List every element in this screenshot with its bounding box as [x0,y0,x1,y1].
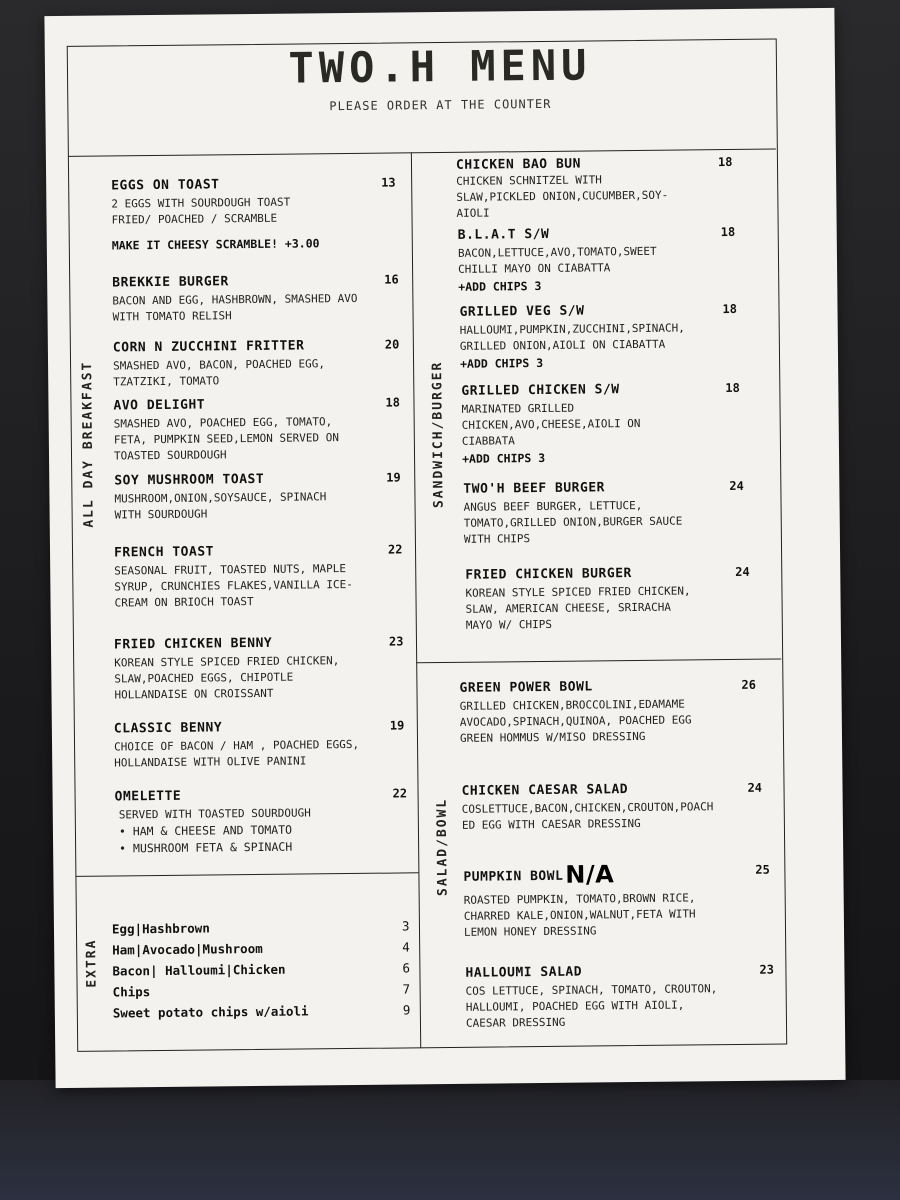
menu-item [465,962,774,1032]
item-description: MUSHROOM,ONION,SOYSAUCE, SPINACH WITH SOURDOUGH [114,490,327,522]
menu-item [114,634,405,703]
item-price: 16 [384,272,399,287]
item-name: BREKKIE BURGER [112,274,229,291]
menu-item [112,272,403,325]
item-description: BACON,LETTUCE,AVO,TOMATO,SWEET CHILLI MAYO ON CIABATTA [457,244,657,276]
item-name [463,859,753,890]
item-description: SMASHED AVO, POACHED EGG, TOMATO, FETA, PUMPKIN SEED,LEMON SERVED ON TOASTED SOURDOUGH [113,415,340,463]
item-price: 19 [386,470,401,485]
item-name: GRILLED CHICKEN S/W [461,382,620,399]
extra-name: Sweet potato chips w/aioli [112,1003,309,1021]
item-name: CHICKEN CAESAR SALAD [461,782,629,799]
item-price: 18 [722,301,738,317]
item-addon: +ADD CHIPS 3 [459,355,544,371]
extra-name: Ham|Avocado|Mushroom [112,940,263,958]
extra-name: Bacon| Halloumi|Chicken [112,961,286,979]
item-price: 13 [381,175,396,190]
extra-price: 4 [402,939,410,955]
item-description: SMASHED AVO, BACON, POACHED EGG, TZATZIKI, TOMATO [113,357,326,389]
omelette-option: • MUSHROOM FETA & SPINACH [119,839,293,856]
section-label-sandwich: SANDWICH/BURGER [430,360,447,509]
menu-item [463,859,770,941]
menu-item [459,677,756,747]
item-name: CLASSIC BENNY [113,720,223,737]
item-name: EGGS ON TOAST [111,177,220,194]
menu-item [111,175,402,252]
item-price: 18 [720,224,736,240]
menu-item [465,565,756,634]
item-description: KOREAN STYLE SPICED FRIED CHICKEN, SLAW, AMERICAN CHEESE, SRIRACHA MAYO W/ CHIPS [465,584,691,632]
extra-name: Egg|Hashbrown [111,920,210,937]
item-price: 24 [747,780,763,795]
item-name: TWO'H BEEF BURGER [463,480,606,497]
item-description: COSLETTUCE,BACON,CHICKEN,CROUTON,POACH ED EGG WITH CAESAR DRESSING [461,800,714,832]
extra-price: 7 [402,981,411,997]
menu-item [461,780,763,834]
item-name: SOY MUSHROOM TOAST [114,471,265,489]
extra-name: Chips [112,984,151,1000]
extra-price: 3 [401,918,410,934]
item-name: B.L.A.T S/W [457,226,550,243]
menu-item [463,479,754,548]
item-description: CHOICE OF BACON / HAM , POACHED EGGS, HOLLANDAISE WITH OLIVE PANINI [113,737,360,770]
item-name: GREEN POWER BOWL [459,679,593,696]
menu-item [113,395,404,464]
item-description: COS LETTUCE, SPINACH, TOMATO, CROUTON, HALLOUMI, POACHED EGG WITH AIOLI, CAESAR DRESSING [465,982,718,1030]
menu-item [115,786,406,857]
item-name: FRIED CHICKEN BURGER [465,566,632,583]
table-edge [0,1080,900,1200]
item-price: 22 [387,542,403,557]
item-price: 20 [384,337,400,352]
section-label-breakfast: ALL DAY BREAKFAST [80,360,97,528]
extra-price: 9 [402,1002,411,1018]
menu-paper [44,8,845,1088]
menu-item [456,155,747,222]
item-name: FRIED CHICKEN BENNY [113,635,273,653]
extra-row [113,1002,413,1020]
item-price: 19 [389,718,405,733]
menu-title: TWO.H MENU [288,40,592,93]
menu-item [459,302,750,371]
section-label-salad: SALAD/BOWL [434,797,451,897]
item-description: ROASTED PUMPKIN, TOMATO,BROWN RICE, CHARRED KALE,ONION,WALNUT,FETA WITH LEMON HONEY DRESSING [463,891,696,939]
menu-item [114,470,405,523]
extra-row [112,939,412,957]
item-description: SERVED WITH TOASTED SOURDOUGH [118,806,311,822]
item-price: 24 [735,564,750,579]
section-label-extra: EXTRA [84,938,100,988]
item-addon: MAKE IT CHEESY SCRAMBLE! +3.00 [111,236,320,253]
extra-price: 6 [402,960,411,976]
item-description: HALLOUMI,PUMPKIN,ZUCCHINI,SPINACH, GRILLED ONION,AIOLI ON CIABATTA [459,321,685,353]
menu-item [461,381,752,466]
item-name: HALLOUMI SALAD [465,964,583,981]
item-description: ANGUS BEEF BURGER, LETTUCE, TOMATO,GRILLED ONION,BURGER SAUCE WITH CHIPS [463,498,683,546]
item-price: 18 [725,380,740,396]
item-description: BACON AND EGG, HASHBROWN, SMASHED AVO WITH TOMATO RELISH [112,291,358,324]
item-price: 24 [729,478,744,494]
item-name: CORN N ZUCCHINI FRITTER [112,338,305,356]
item-addon: +ADD CHIPS 3 [458,278,542,294]
item-name-text: PUMPKIN BOWL [463,868,564,885]
menu-item [114,718,405,771]
omelette-option: • HAM & CHEESE AND TOMATO [118,822,293,839]
not-available-note: N/A [565,860,615,889]
item-price: 18 [385,395,400,410]
item-price: 26 [741,677,756,692]
item-name: CHICKEN BAO BUN [455,156,581,173]
item-addon: +ADD CHIPS 3 [461,450,546,466]
menu-item [114,542,405,611]
extra-row [112,918,412,936]
item-description: 2 EGGS WITH SOURDOUGH TOAST FRIED/ POACHED / SCRAMBLE [111,195,291,227]
item-name: AVO DELIGHT [113,397,206,414]
item-description: KOREAN STYLE SPICED FRIED CHICKEN, SLAW,POACHED EGGS, CHIPOTLE HOLLANDAISE ON CROISSANT [114,654,340,702]
item-price: 25 [755,862,770,877]
item-name: FRENCH TOAST [113,544,215,561]
item-name: GRILLED VEG S/W [459,303,585,320]
item-description: SEASONAL FRUIT, TOASTED NUTS, MAPLE SYRUP, CRUNCHIES FLAKES,VANILLA ICE- CREAM ON BRIOCH TOAST [114,562,353,610]
item-price: 22 [392,786,408,801]
extra-row [113,981,413,999]
item-price: 23 [759,962,774,977]
item-description: GRILLED CHICKEN,BROCCOLINI,EDAMAME AVOCADO,SPINACH,QUINOA, POACHED EGG GREEN HOMMUS W/MISO DRESSING [459,697,692,745]
item-price: 18 [717,154,733,170]
menu-item [458,225,749,294]
item-price: 23 [388,634,404,649]
item-description: CHICKEN SCHNITZEL WITH SLAW,PICKLED ONION,CUCUMBER,SOY- AIOLI [456,173,669,220]
extra-row [112,960,412,978]
menu-subtitle: PLEASE ORDER AT THE COUNTER [329,96,552,114]
item-description: MARINATED GRILLED CHICKEN,AVO,CHEESE,AIOLI ON CIABBATA [461,401,641,448]
item-name: OMELETTE [114,788,182,805]
menu-item [113,337,404,390]
